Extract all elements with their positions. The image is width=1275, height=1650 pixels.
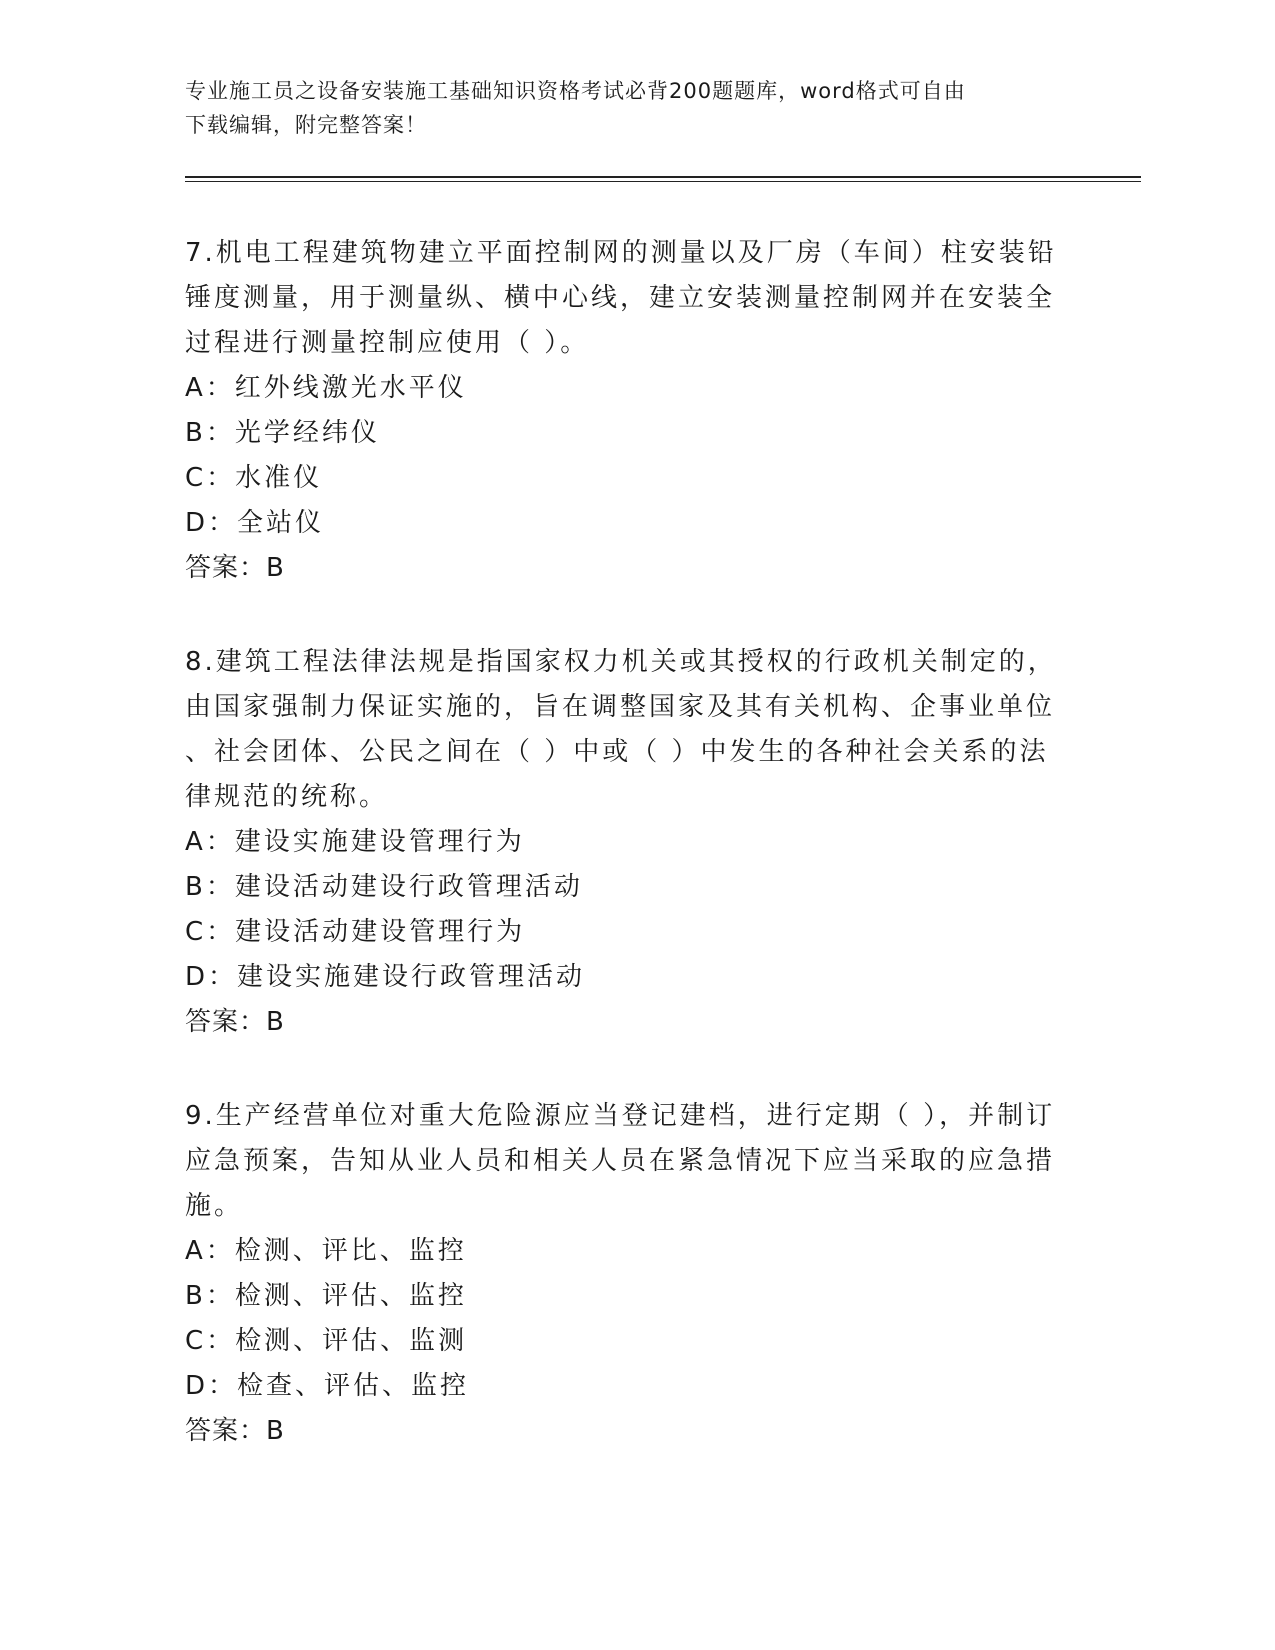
option-d: D：检查、评估、监控	[185, 1371, 470, 1401]
question-stem-line: 9.生产经营单位对重大危险源应当登记建档，进行定期（ ），并制订	[185, 1101, 1056, 1131]
question-stem-line: 施。	[185, 1191, 244, 1221]
header-line-2: 下载编辑，附完整答案！	[185, 113, 427, 137]
question-stem-line: 、社会团体、公民之间在（ ）中或（ ）中发生的各种社会关系的法	[185, 737, 1049, 767]
header-divider-thick	[185, 176, 1141, 178]
question-stem-line: 7.机电工程建筑物建立平面控制网的测量以及厂房（车间）柱安装铅	[185, 238, 1057, 268]
option-b: B：光学经纬仪	[185, 418, 380, 448]
answer-line: 答案：B	[185, 1416, 285, 1446]
question-8	[185, 640, 1065, 1045]
question-stem-line: 8.建筑工程法律法规是指国家权力机关或其授权的行政机关制定的，	[185, 647, 1057, 677]
option-c: C：建设活动建设管理行为	[185, 917, 526, 947]
answer-line: 答案：B	[185, 1007, 285, 1037]
option-d: D：建设实施建设行政管理活动	[185, 962, 586, 992]
question-stem-line: 锤度测量，用于测量纵、横中心线，建立安装测量控制网并在安装全	[185, 283, 1056, 313]
option-b: B：检测、评估、监控	[185, 1281, 467, 1311]
header-divider-thin	[185, 181, 1141, 182]
option-a: A：红外线激光水平仪	[185, 373, 467, 403]
option-a: A：建设实施建设管理行为	[185, 827, 525, 857]
question-stem-line: 律规范的统称。	[185, 782, 389, 812]
answer-line: 答案：B	[185, 553, 285, 583]
header-line-1: 专业施工员之设备安装施工基础知识资格考试必背200题题库，word格式可自由	[185, 79, 966, 103]
option-d: D：全站仪	[185, 508, 325, 538]
question-stem-line: 由国家强制力保证实施的，旨在调整国家及其有关机构、企事业单位	[185, 692, 1056, 722]
option-a: A：检测、评比、监控	[185, 1236, 467, 1266]
option-c: C：检测、评估、监测	[185, 1326, 468, 1356]
question-9	[185, 1094, 1065, 1454]
option-c: C：水准仪	[185, 463, 323, 493]
document-header	[185, 74, 1085, 142]
question-7	[185, 231, 1065, 591]
question-stem-line: 过程进行测量控制应使用（ ）。	[185, 328, 590, 358]
question-stem-line: 应急预案，告知从业人员和相关人员在紧急情况下应当采取的应急措	[185, 1146, 1056, 1176]
option-b: B：建设活动建设行政管理活动	[185, 872, 583, 902]
